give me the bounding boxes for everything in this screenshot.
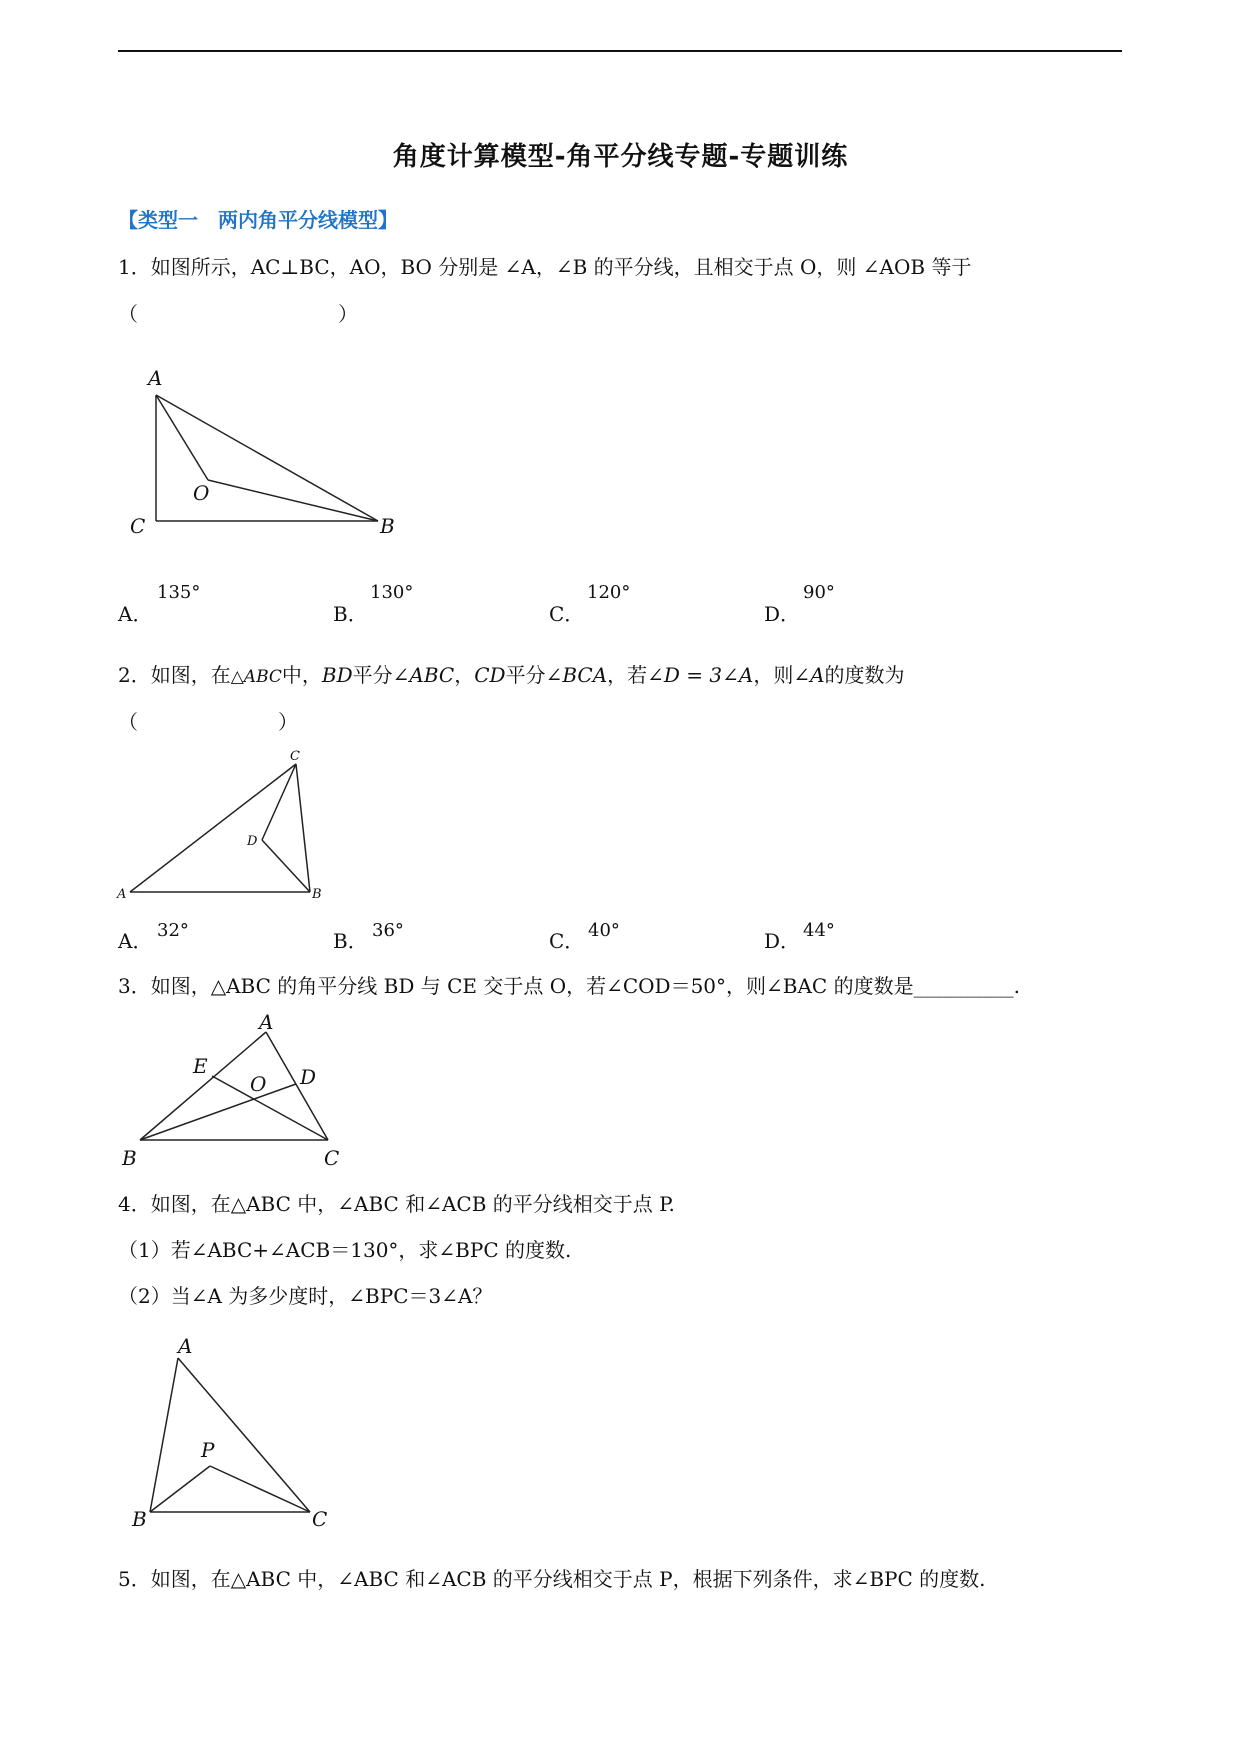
q2-option-a-letter: A． [118, 929, 153, 953]
q4-label-a: A [178, 1334, 193, 1358]
q2-option-b-letter: B． [333, 929, 368, 953]
question-2-answer-paren: （ ） [118, 710, 298, 734]
question-4-part-2: （2）当∠A 为多少度时，∠BPC＝3∠A？ [118, 1284, 493, 1308]
q2-angle-abc: ∠ABC [392, 663, 455, 687]
q2-option-d-value: 44° [803, 920, 835, 941]
q4-label-b: B [132, 1507, 147, 1531]
q1-option-b-value: 130° [370, 582, 414, 603]
q4-side-ab [150, 1358, 178, 1512]
q2-angle-a: ∠A [793, 663, 825, 687]
q1-label-c: C [130, 514, 146, 538]
q2-label-d: D [247, 834, 258, 849]
q2-mid5: ，则 [753, 663, 794, 687]
q2-option-c-letter: C． [549, 929, 585, 953]
q1-option-b-letter: B． [333, 602, 368, 626]
page-title: 角度计算模型-角平分线专题-专题训练 [392, 142, 849, 172]
q1-label-o: O [193, 481, 210, 505]
q1-option-c-letter: C． [549, 602, 585, 626]
q1-option-c-value: 120° [587, 582, 631, 603]
q2-option-c-value: 40° [588, 920, 620, 941]
q1-option-a-value: 135° [157, 582, 201, 603]
q2-mid4: ，若 [607, 663, 648, 687]
q2-label-b: B [312, 887, 322, 902]
q2-prefix: 2．如图，在 [118, 663, 231, 687]
q2-mid3: 平分 [505, 663, 546, 687]
question-1-answer-paren: （ ） [118, 302, 358, 326]
question-3-text: 3．如图，△ABC 的角平分线 BD 与 CE 交于点 O，若∠COD＝50°，则∠BAC 的度数是__________. [118, 974, 1020, 998]
q2-triangle: △ABC [230, 667, 282, 687]
q4-label-c: C [312, 1507, 328, 1531]
section-heading: 【类型一 两内角平分线模型】 [118, 208, 398, 232]
q2-option-d-letter: D． [764, 929, 801, 953]
q4-bisector-cp [210, 1466, 310, 1512]
q2-label-a: A [117, 887, 127, 902]
q2-bd: BD [321, 663, 353, 687]
q2-option-b-value: 36° [372, 920, 404, 941]
q2-comma: ， [454, 663, 475, 687]
q1-option-d-letter: D． [764, 602, 801, 626]
q1-label-a: A [148, 366, 163, 390]
q2-mid1: 中， [281, 663, 322, 687]
q3-label-d: D [300, 1065, 317, 1089]
question-4-text: 4．如图，在△ABC 中，∠ABC 和∠ACB 的平分线相交于点 P. [118, 1192, 675, 1216]
q2-option-a-value: 32° [157, 920, 189, 941]
q4-side-ac [178, 1358, 310, 1512]
q3-label-c: C [324, 1146, 340, 1170]
q4-label-p: P [201, 1438, 215, 1462]
q2-cd: CD [474, 663, 506, 687]
q3-label-o: O [250, 1072, 267, 1096]
q1-label-b: B [380, 514, 395, 538]
q3-label-b: B [122, 1146, 137, 1170]
q1-option-a-letter: A． [118, 602, 153, 626]
q2-suffix: 的度数为 [824, 663, 905, 687]
q3-label-e: E [193, 1054, 208, 1078]
q2-mid2: 平分 [352, 663, 393, 687]
q2-label-c: C [290, 749, 300, 764]
q2-condition: ∠D = 3∠A [647, 663, 754, 687]
q3-label-a: A [259, 1010, 274, 1034]
q1-option-d-value: 90° [803, 582, 835, 603]
q2-angle-bca: ∠BCA [545, 663, 608, 687]
question-4-part-1: （1）若∠ABC+∠ACB＝130°，求∠BPC 的度数. [118, 1238, 572, 1262]
question-5-text: 5．如图，在△ABC 中，∠ABC 和∠ACB 的平分线相交于点 P，根据下列条件，求∠BPC 的度数. [118, 1567, 986, 1591]
q4-bisector-bp [150, 1466, 210, 1512]
question-1-text: 1．如图所示，AC⊥BC，AO，BO 分别是 ∠A，∠B 的平分线，且相交于点 O，则 ∠AOB 等于 [118, 255, 972, 279]
